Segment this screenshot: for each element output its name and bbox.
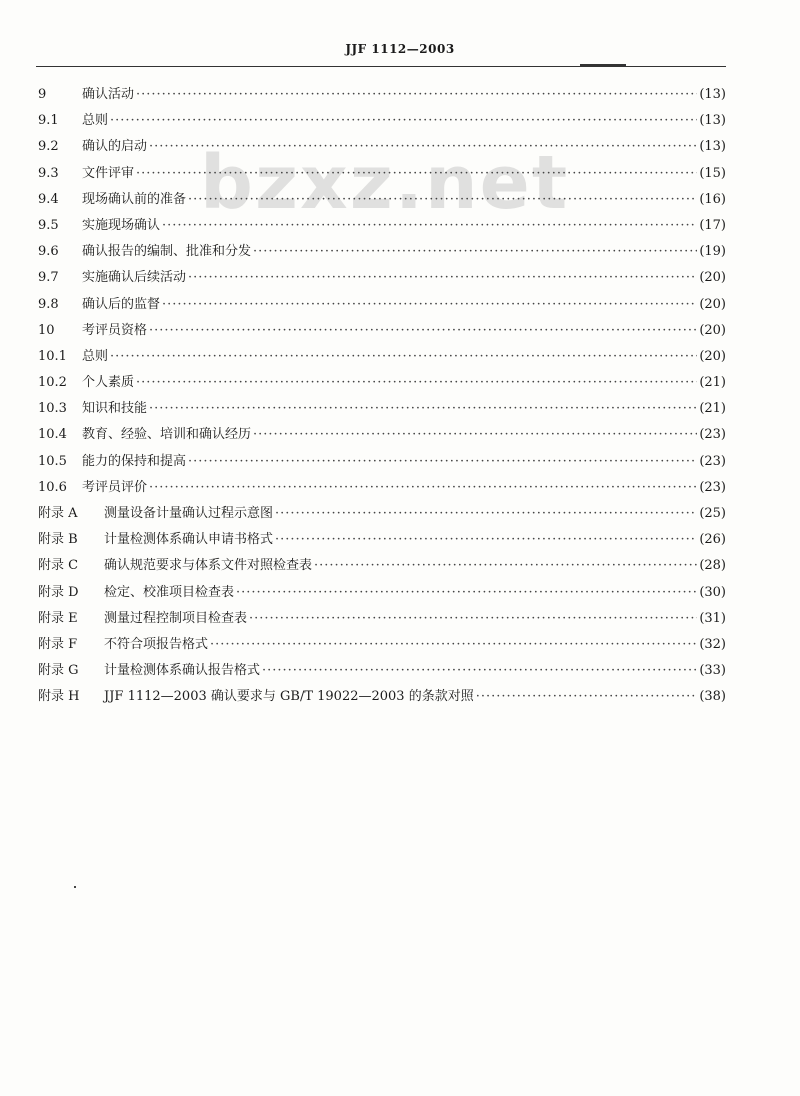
- toc-entry-number: 10.5: [38, 453, 67, 469]
- toc-leader-dots: [149, 134, 697, 160]
- toc-entry-number: 9.6: [38, 244, 59, 260]
- toc-entry[interactable]: [38, 108, 726, 134]
- toc-leader-dots: [110, 108, 697, 134]
- toc-leader-dots: [136, 370, 697, 396]
- toc-entry-title: 测量设备计量确认过程示意图: [104, 506, 274, 521]
- toc-entry-page: (20): [699, 348, 726, 364]
- toc-entry-number: 9.1: [38, 113, 59, 129]
- toc-leader-dots: [188, 187, 697, 213]
- toc-leader-dots: [314, 553, 697, 579]
- toc-entry-title: 不符合项报告格式: [104, 636, 209, 652]
- toc-entry-title: 能力的保持和提高: [82, 453, 187, 469]
- toc-entry-page: (13): [699, 113, 726, 129]
- toc-entry-page: (25): [699, 506, 726, 521]
- toc-entry[interactable]: [38, 606, 726, 632]
- toc-entry-title: 文件评审: [82, 165, 135, 181]
- toc-entry-title: 考评员资格: [82, 322, 148, 338]
- toc-entry-title: 计量检测体系确认报告格式: [104, 663, 261, 679]
- toc-entry-number: 9.2: [38, 139, 59, 155]
- toc-leader-dots: [253, 422, 697, 448]
- toc-entry-number: 附录 D: [38, 584, 79, 600]
- toc-entry-page: (30): [699, 584, 726, 600]
- toc-leader-dots: [136, 82, 697, 108]
- toc-entry[interactable]: [38, 134, 726, 160]
- toc-entry-title: 总则: [82, 348, 109, 364]
- toc-entry-number: 10.3: [38, 401, 67, 417]
- toc-entry-page: (20): [699, 270, 726, 286]
- toc-entry[interactable]: [38, 475, 726, 501]
- toc-entry-number: 9.8: [38, 296, 59, 312]
- toc-entry-page: (21): [699, 375, 726, 391]
- toc-entry[interactable]: [38, 422, 726, 448]
- toc-entry-page: (23): [699, 453, 726, 469]
- toc-entry[interactable]: [38, 318, 726, 344]
- toc-entry-number: 9.5: [38, 217, 59, 233]
- toc-entry-page: (23): [699, 479, 726, 495]
- toc-entry-page: (33): [699, 663, 726, 679]
- toc-entry-title: 测量过程控制项目检查表: [104, 610, 248, 626]
- toc-leader-dots: [188, 265, 697, 291]
- toc-entry-page: (16): [699, 191, 726, 207]
- toc-entry-number: 10.6: [38, 479, 67, 495]
- toc-leader-dots: [275, 501, 697, 527]
- toc-entry-title: JJF 1112—2003 确认要求与 GB/T 19022—2003 的条款对照: [104, 689, 474, 705]
- toc-entry-page: (38): [699, 689, 726, 705]
- toc-entry-page: (20): [699, 322, 726, 338]
- toc-entry[interactable]: [38, 213, 726, 239]
- toc-entry-title: 确认规范要求与体系文件对照检查表: [104, 558, 313, 574]
- toc-entry-number: 附录 A: [38, 506, 78, 521]
- toc-entry-title: 确认后的监督: [82, 296, 161, 312]
- table-of-contents: [38, 82, 726, 711]
- toc-entry-page: (19): [699, 244, 726, 260]
- document-header: JJF 1112—2003: [345, 42, 455, 56]
- toc-entry-number: 9.3: [38, 165, 59, 181]
- toc-leader-dots: [236, 580, 697, 606]
- toc-entry-title: 实施现场确认: [82, 217, 161, 233]
- toc-entry-title: 检定、校准项目检查表: [104, 584, 235, 600]
- toc-entry[interactable]: [38, 396, 726, 422]
- toc-entry-number: 10.1: [38, 348, 67, 364]
- toc-entry-page: (20): [699, 296, 726, 312]
- toc-leader-dots: [249, 606, 697, 632]
- toc-entry[interactable]: [38, 161, 726, 187]
- toc-entry[interactable]: [38, 501, 726, 527]
- toc-entry-page: (23): [699, 427, 726, 443]
- toc-entry[interactable]: [38, 527, 726, 553]
- header-rule: [36, 66, 726, 67]
- toc-entry-page: (13): [699, 139, 726, 155]
- watermark: bzxz.net: [200, 140, 570, 226]
- toc-leader-dots: [253, 239, 697, 265]
- toc-leader-dots: [149, 318, 697, 344]
- toc-leader-dots: [210, 632, 697, 658]
- toc-entry-title: 确认活动: [82, 87, 135, 102]
- scan-speck: [74, 886, 76, 888]
- toc-entry-number: 附录 G: [38, 663, 79, 679]
- toc-entry-title: 教育、经验、培训和确认经历: [82, 427, 252, 443]
- toc-entry-title: 个人素质: [82, 375, 135, 391]
- toc-leader-dots: [136, 161, 697, 187]
- toc-entry-page: (13): [699, 87, 726, 102]
- toc-entry-page: (21): [699, 401, 726, 417]
- toc-entry-number: 附录 H: [38, 689, 80, 705]
- toc-entry[interactable]: [38, 553, 726, 579]
- toc-entry-title: 实施确认后续活动: [82, 270, 187, 286]
- toc-entry-title: 总则: [82, 113, 109, 129]
- toc-entry-title: 确认的启动: [82, 139, 148, 155]
- toc-entry-title: 知识和技能: [82, 401, 148, 417]
- toc-leader-dots: [275, 527, 697, 553]
- toc-leader-dots: [162, 292, 697, 318]
- toc-leader-dots: [162, 213, 697, 239]
- toc-entry-page: (31): [699, 610, 726, 626]
- toc-entry-number: 附录 C: [38, 558, 79, 574]
- toc-entry[interactable]: [38, 82, 726, 108]
- toc-entry-number: 9.7: [38, 270, 59, 286]
- toc-entry-number: 附录 F: [38, 636, 78, 652]
- toc-entry-page: (28): [699, 558, 726, 574]
- toc-entry-page: (32): [699, 636, 726, 652]
- toc-entry[interactable]: [38, 370, 726, 396]
- toc-entry[interactable]: [38, 344, 726, 370]
- toc-entry-number: 附录 E: [38, 610, 78, 626]
- toc-entry[interactable]: [38, 632, 726, 658]
- toc-leader-dots: [149, 475, 697, 501]
- toc-entry[interactable]: [38, 292, 726, 318]
- toc-entry-number: 10.2: [38, 375, 67, 391]
- header-rule-mark: [580, 64, 626, 66]
- toc-entry-title: 确认报告的编制、批准和分发: [82, 244, 252, 260]
- toc-entry-number: 10: [38, 322, 55, 338]
- toc-entry-number: 9: [38, 87, 47, 102]
- toc-entry-title: 现场确认前的准备: [82, 191, 187, 207]
- toc-leader-dots: [188, 449, 697, 475]
- toc-entry[interactable]: [38, 239, 726, 265]
- toc-entry[interactable]: [38, 265, 726, 291]
- toc-entry[interactable]: [38, 684, 726, 710]
- toc-entry-title: 计量检测体系确认申请书格式: [104, 532, 274, 548]
- toc-entry[interactable]: [38, 449, 726, 475]
- toc-entry-page: (15): [699, 165, 726, 181]
- toc-leader-dots: [110, 344, 697, 370]
- toc-entry[interactable]: [38, 580, 726, 606]
- toc-entry-title: 考评员评价: [82, 479, 148, 495]
- toc-entry-number: 10.4: [38, 427, 67, 443]
- toc-entry[interactable]: [38, 658, 726, 684]
- toc-entry-page: (17): [699, 217, 726, 233]
- toc-leader-dots: [262, 658, 697, 684]
- toc-entry-number: 附录 B: [38, 532, 78, 548]
- toc-leader-dots: [476, 684, 698, 710]
- toc-entry-number: 9.4: [38, 191, 59, 207]
- toc-entry[interactable]: [38, 187, 726, 213]
- toc-entry-page: (26): [699, 532, 726, 548]
- toc-leader-dots: [149, 396, 697, 422]
